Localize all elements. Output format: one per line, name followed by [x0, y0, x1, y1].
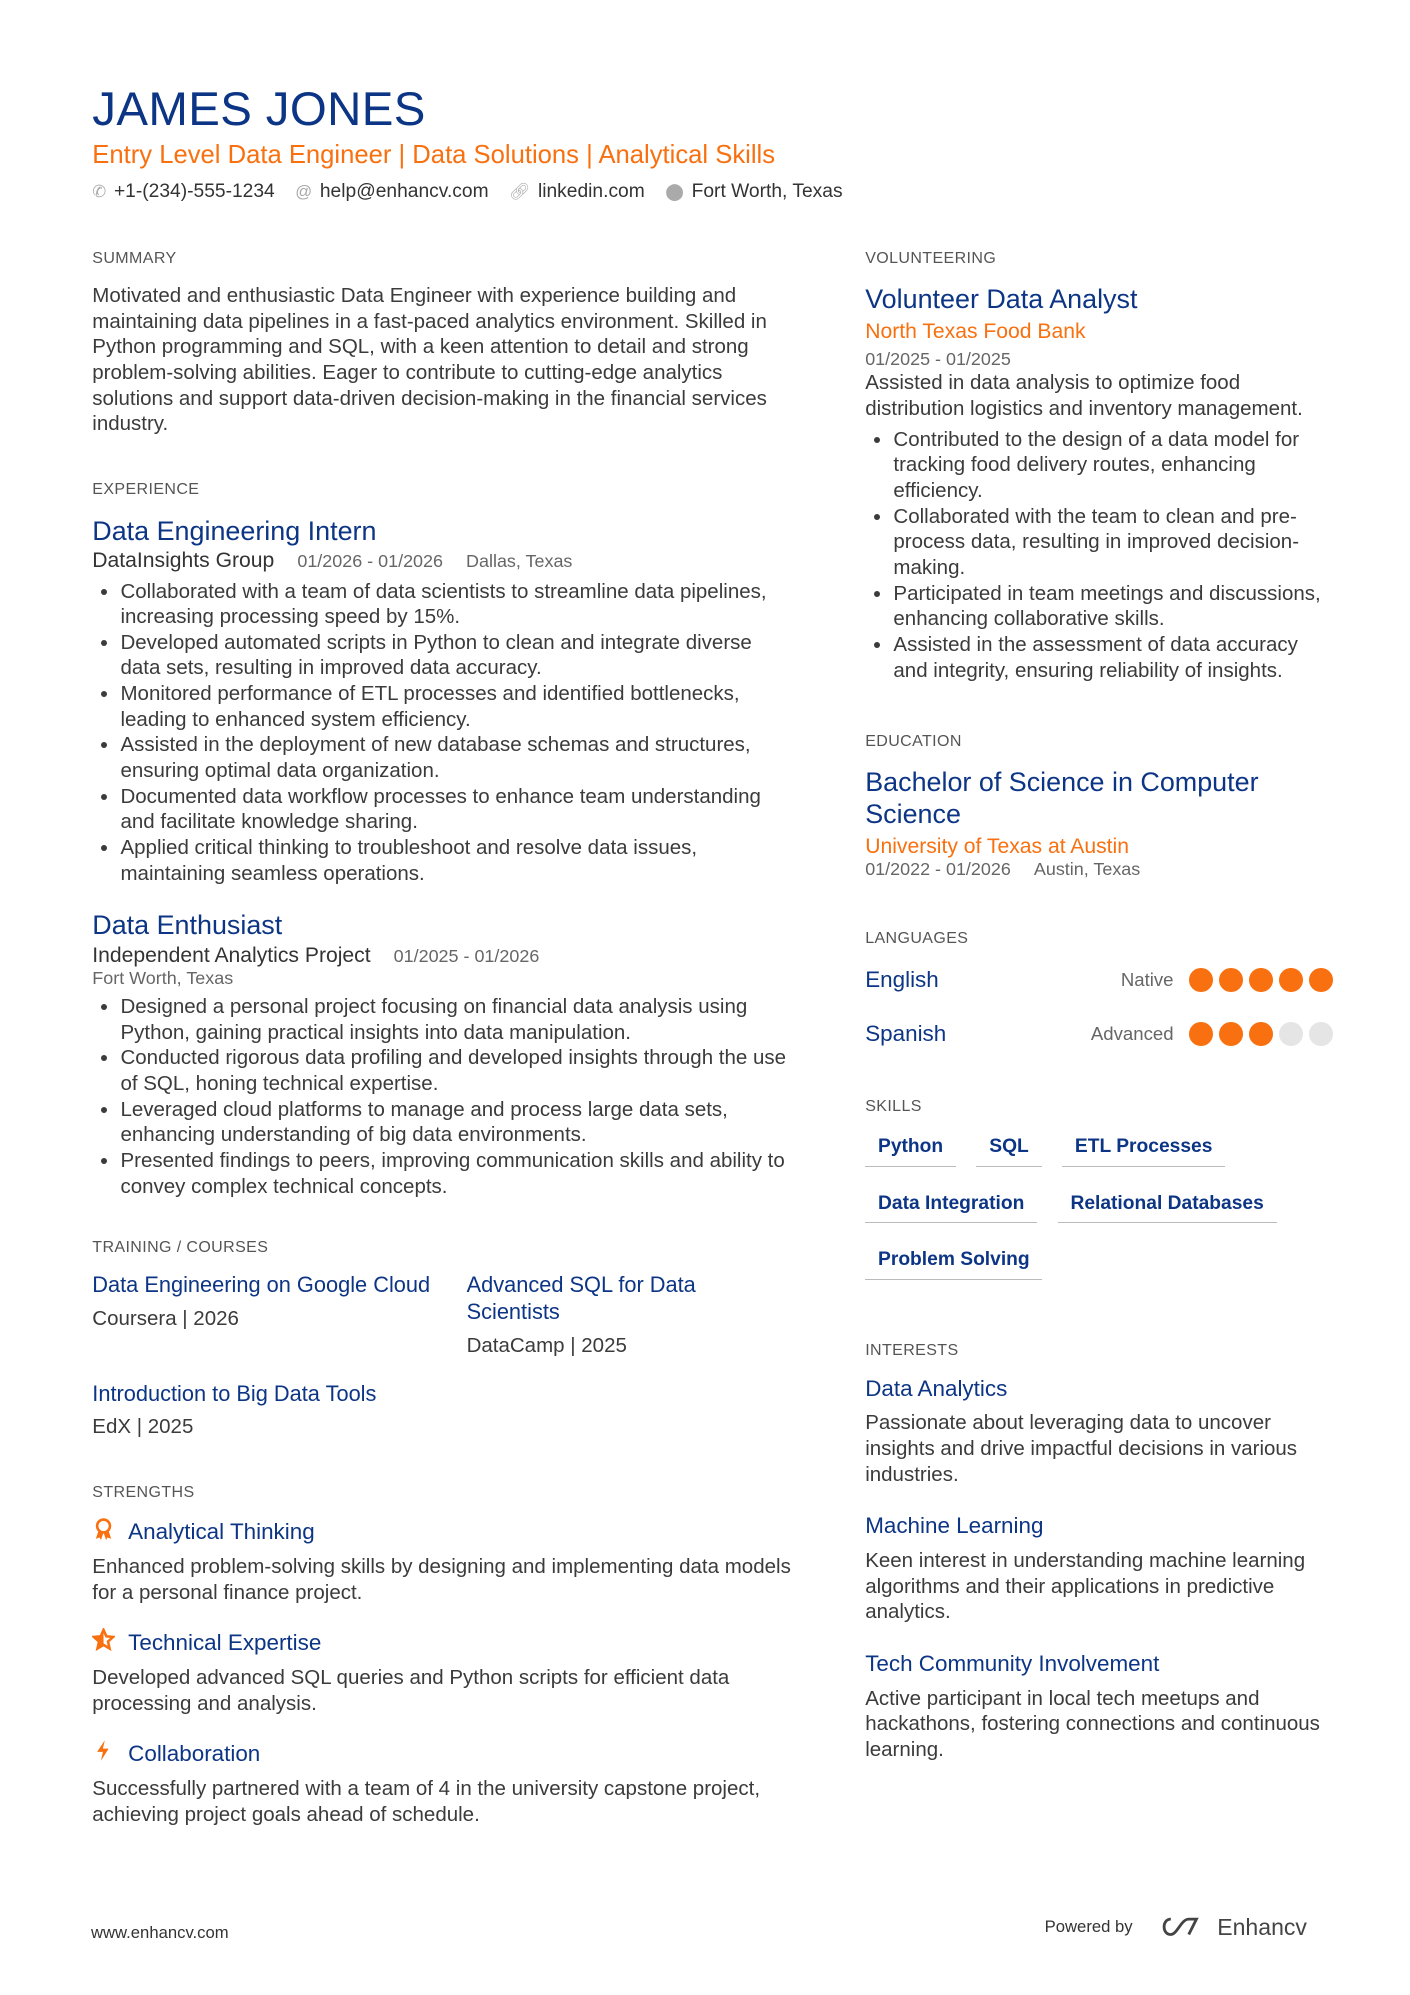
volunteer-title: Volunteer Data Analyst: [865, 284, 1138, 315]
contact-bar: [92, 181, 842, 203]
job-title: Data Engineering Intern: [92, 515, 377, 546]
section-heading: INTERESTS: [865, 1341, 959, 1360]
strength-header: [92, 1517, 794, 1546]
rating-dot: [1189, 968, 1213, 992]
volunteer-dates: 01/2025 - 01/2025: [865, 349, 1011, 370]
rating-dot: [1249, 968, 1273, 992]
volunteer-bullets: [865, 427, 1333, 683]
strengths-section: [92, 1483, 794, 1828]
bullet: • Collaborated with a team of data scientists to streamline data pipelines, increasing processing speed by 15%.: [120, 579, 794, 630]
volunteering-section: [865, 249, 1333, 683]
strength-text: Enhanced problem-solving skills by designing and implementing data models for a personal finance project.: [92, 1554, 791, 1604]
email[interactable]: help@enhancv.com: [319, 180, 489, 202]
interest-title: Data Analytics: [865, 1375, 1008, 1401]
enhancv-logo: [1158, 1914, 1307, 1941]
interests-section: [865, 1341, 1333, 1762]
job-location: Fort Worth, Texas: [92, 967, 234, 988]
course-item: [92, 1272, 466, 1358]
skill-tag: SQL: [976, 1131, 1041, 1167]
right-column: [865, 249, 1333, 1806]
course-provider: DataCamp | 2025: [466, 1333, 627, 1357]
job-location: Dallas, Texas: [466, 551, 573, 572]
job-dates: 01/2026 - 01/2026: [297, 551, 443, 572]
experience-section: [92, 480, 794, 1199]
strength-title: Analytical Thinking: [128, 1518, 315, 1544]
strength-item: [92, 1517, 794, 1605]
section-heading: TRAINING / COURSES: [92, 1237, 269, 1256]
skills-section: [865, 1097, 1333, 1280]
language-name: Spanish: [865, 1021, 947, 1046]
language-rating: [1189, 968, 1333, 992]
degree: Bachelor of Science in Computer Science: [865, 767, 1259, 830]
course-title: Introduction to Big Data Tools: [92, 1380, 377, 1406]
at-icon: @: [295, 181, 313, 201]
bullet: • Assisted in the deployment of new database schemas and structures, ensuring optimal data organization.: [120, 732, 794, 783]
location-icon: ⬤: [665, 181, 684, 201]
job-entry: [92, 515, 794, 886]
company: DataInsights Group: [92, 549, 275, 573]
strength-header: [92, 1628, 794, 1657]
strength-text: Successfully partnered with a team of 4 in the university capstone project, achieving project goals ahead of schedule.: [92, 1777, 761, 1826]
job-title: Data Enthusiast: [92, 910, 283, 941]
education-section: [865, 732, 1333, 881]
company: Independent Analytics Project: [92, 943, 371, 967]
language-item: [865, 1007, 1333, 1061]
section-heading: VOLUNTEERING: [865, 248, 997, 267]
job-meta-row: [92, 944, 794, 968]
section-heading: SUMMARY: [92, 248, 177, 267]
interest-item: [865, 1376, 1333, 1488]
strength-text: Developed advanced SQL queries and Python scripts for efficient data processing and analysis.: [92, 1666, 730, 1715]
rating-dot: [1279, 1022, 1303, 1046]
rating-dot: [1249, 1022, 1273, 1046]
education-location: Austin, Texas: [1033, 859, 1141, 880]
star-icon: [92, 1628, 115, 1657]
award-icon: [92, 1517, 115, 1546]
section-heading: STRENGTHS: [92, 1482, 195, 1501]
candidate-name: JAMES JONES: [92, 83, 426, 137]
section-heading: LANGUAGES: [865, 929, 969, 948]
interest-text: Passionate about leveraging data to uncover insights and drive impactful decisions in various industries.: [865, 1411, 1298, 1486]
school: University of Texas at Austin: [865, 835, 1129, 859]
headline: Entry Level Data Engineer | Data Solutions | Analytical Skills: [92, 140, 776, 169]
interest-text: Keen interest in understanding machine learning algorithms and their applications in predictive analytics.: [865, 1548, 1306, 1624]
brand-name: Enhancv: [1217, 1913, 1307, 1940]
course-provider: EdX | 2025: [92, 1415, 194, 1439]
bullet: • Collaborated with the team to clean and pre-process data, resulting in improved decision-making.: [893, 504, 1333, 581]
course-title: Advanced SQL for Data Scientists: [466, 1272, 696, 1324]
footer-powered: [1045, 1914, 1307, 1941]
rating-dot: [1219, 1022, 1243, 1046]
section-heading: SKILLS: [865, 1096, 922, 1115]
bullet: • Presented findings to peers, improving communication skills and ability to convey complex technical concepts.: [120, 1148, 794, 1199]
course-item: [467, 1272, 787, 1358]
rating-dot: [1189, 1022, 1213, 1046]
enhancv-logo-icon: [1158, 1914, 1207, 1940]
training-section: [92, 1238, 794, 1440]
strength-title: Collaboration: [128, 1740, 261, 1766]
course-item: [92, 1381, 466, 1440]
summary-section: [92, 249, 794, 437]
interest-title: Tech Community Involvement: [865, 1650, 1160, 1676]
interest-item: [865, 1513, 1333, 1625]
volunteer-org: North Texas Food Bank: [865, 320, 1086, 344]
bullet: • Applied critical thinking to troubleshoot and resolve data issues, maintaining seamless operations.: [120, 835, 794, 886]
skill-tag: Data Integration: [865, 1187, 1037, 1223]
strength-item: [92, 1739, 794, 1827]
bullet: • Contributed to the design of a data model for tracking food delivery routes, enhancing efficiency.: [893, 427, 1333, 504]
bullet: • Designed a personal project focusing on financial data analysis using Python, gaining practical insights into data manipulation.: [120, 994, 794, 1045]
language-level: Native: [1120, 969, 1174, 991]
powered-by-label: Powered by: [1044, 1917, 1133, 1937]
course-provider: Coursera | 2026: [92, 1306, 239, 1330]
job-entry: [92, 909, 794, 1199]
summary-text: Motivated and enthusiastic Data Engineer with experience building and maintaining data pipelines in a fast-paced analytics environment. Skilled in Python programming and SQL, with a keen attention to detail and strong problem-solving abilities. Eager to contribute to cutting-edge analytics solutions and support data-driven decision-making in the financial services industry.: [92, 284, 767, 436]
rating-dot: [1219, 968, 1243, 992]
footer-website[interactable]: www.enhancv.com: [91, 1922, 229, 1942]
skill-tag: ETL Processes: [1062, 1131, 1225, 1167]
language-rating: [1189, 1022, 1333, 1046]
link-icon: 🔗︎: [509, 181, 531, 201]
language-level: Advanced: [1090, 1023, 1174, 1044]
section-heading: EDUCATION: [865, 731, 962, 750]
skill-tag: Python: [865, 1131, 956, 1167]
languages-section: [865, 929, 1333, 1061]
phone-icon: ✆: [92, 181, 107, 201]
skill-tag: Problem Solving: [865, 1244, 1042, 1280]
section-heading: EXPERIENCE: [92, 480, 200, 499]
interest-text: Active participant in local tech meetups and hackathons, fostering connections and continuous learning.: [865, 1686, 1320, 1761]
rating-dot: [1309, 1022, 1333, 1046]
rating-dot: [1279, 968, 1303, 992]
strength-item: [92, 1628, 794, 1716]
bolt-icon: [92, 1739, 115, 1768]
bullet: • Conducted rigorous data profiling and developed insights through the use of SQL, honing technical expertise.: [120, 1045, 794, 1096]
interest-item: [865, 1651, 1333, 1763]
job-dates: 01/2025 - 01/2026: [393, 945, 540, 966]
interest-title: Machine Learning: [865, 1513, 1044, 1539]
rating-dot: [1309, 968, 1333, 992]
linkedin-link[interactable]: linkedin.com: [537, 180, 645, 202]
language-item: [865, 953, 1333, 1007]
strength-header: [92, 1739, 794, 1768]
job-meta-row: [92, 549, 794, 573]
phone: +1-(234)-555-1234: [113, 180, 275, 202]
strength-title: Technical Expertise: [128, 1629, 322, 1655]
bullet: • Developed automated scripts in Python to clean and integrate diverse data sets, resulting in improved data accuracy.: [120, 630, 794, 681]
course-title: Data Engineering on Google Cloud: [92, 1272, 431, 1297]
bullet: • Leveraged cloud platforms to manage and process large data sets, enhancing understanding of big data environments.: [120, 1097, 794, 1148]
education-dates: 01/2022 - 01/2026: [865, 859, 1011, 880]
bullet: • Documented data workflow processes to enhance team understanding and facilitate knowledge sharing.: [120, 784, 794, 835]
job-bullets: [92, 579, 794, 887]
language-name: English: [865, 967, 939, 993]
volunteer-description: Assisted in data analysis to optimize food distribution logistics and inventory management.: [865, 371, 1303, 420]
bullet: • Assisted in the assessment of data accuracy and integrity, ensuring reliability of insights.: [893, 632, 1333, 683]
location: Fort Worth, Texas: [691, 180, 843, 202]
skill-tag: Relational Databases: [1058, 1187, 1277, 1223]
bullet: • Participated in team meetings and discussions, enhancing collaborative skills.: [893, 581, 1333, 632]
left-column: [92, 249, 794, 1871]
bullet: • Monitored performance of ETL processes and identified bottlenecks, leading to enhanced system efficiency.: [120, 681, 794, 732]
job-bullets: [92, 994, 794, 1199]
